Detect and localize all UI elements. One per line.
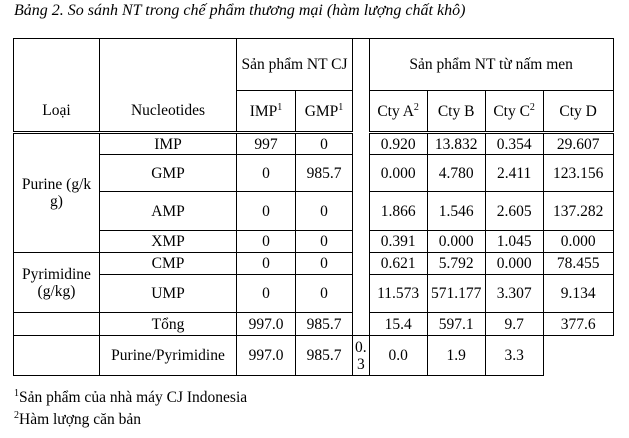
cell-cty-a: 0.621 (369, 253, 427, 275)
cell-gmp: 0 (296, 253, 353, 275)
cell-cty-d: 78.455 (543, 253, 613, 275)
header-col-type: Loại (14, 91, 100, 133)
header-col-gmp: GMP$^1$ (296, 91, 353, 133)
cell-gmp: 985.7 (296, 155, 353, 192)
cell-imp: 997.0 (237, 336, 296, 376)
table-caption: Bảng 2. So sánh NT trong chế phẩm thương mại (hàm lượng chất khô) (14, 2, 466, 19)
header-col-cty-b: Cty B (427, 91, 485, 133)
table-row-total (14, 313, 614, 336)
cell-cty-b: 4.780 (427, 155, 485, 192)
cell-cty-a: 0.000 (369, 155, 427, 192)
cell-cty-b: 0.0 (369, 336, 427, 376)
cell-cty-c: 2.411 (485, 155, 543, 192)
row-name: UMP (100, 275, 237, 313)
table-row (14, 253, 614, 275)
header-group-cj: Sản phẩm NT CJ (237, 39, 353, 91)
cell-cty-c: 1.045 (485, 231, 543, 253)
cell-gmp: 0 (296, 231, 353, 253)
cell-cty-d: 377.6 (543, 313, 613, 336)
table-row (14, 155, 614, 192)
cell-cty-b: 571.177 (427, 275, 485, 313)
cell-cty-b: 0.000 (427, 231, 485, 253)
group-pyrimidine: Pyrimidine (g/kg) (14, 253, 100, 313)
cell-cty-c: 9.7 (485, 313, 543, 336)
cell-cty-b: 5.792 (427, 253, 485, 275)
blank-cell (14, 313, 100, 336)
cell-imp: 0 (237, 253, 296, 275)
cell-cty-d: 0.000 (543, 231, 613, 253)
table-row (14, 133, 614, 155)
cell-cty-c: 3.307 (485, 275, 543, 313)
cell-imp: 997.0 (237, 313, 296, 336)
table-row (14, 192, 614, 231)
table-row-ratio (14, 336, 614, 376)
footnote-1: $^1$Sản phẩm của nhà máy CJ Indonesia (14, 387, 248, 406)
row-name: Purine/Pyrimidine (100, 336, 237, 376)
header-col-cty-c: Cty $C^2$ (485, 91, 543, 133)
row-name: XMP (100, 231, 237, 253)
cell-cty-a: 0.920 (369, 133, 427, 155)
cell-cty-d: 9.134 (543, 275, 613, 313)
cell-cty-d: 3.3 (485, 336, 543, 376)
group-purine: Purine (g/kg) (14, 133, 100, 253)
nucleotide-comparison-table (13, 38, 614, 376)
header-col-nucleotides: Nucleotides (100, 91, 237, 133)
row-name: CMP (100, 253, 237, 275)
cell-cty-c: 2.605 (485, 192, 543, 231)
row-name: GMP (100, 155, 237, 192)
cell-cty-a: 11.573 (369, 275, 427, 313)
cell-gmp: 0 (296, 275, 353, 313)
cell-imp: 0 (237, 192, 296, 231)
cell-cty-c: 0.000 (485, 253, 543, 275)
cell-cty-c: 1.9 (427, 336, 485, 376)
cell-cty-a: 15.4 (369, 313, 427, 336)
header-col-cty-a: Cty $A^2$ (369, 91, 427, 133)
header-blank-cell (100, 39, 237, 91)
cell-cty-c: 0.354 (485, 133, 543, 155)
cell-gmp: 0 (296, 192, 353, 231)
cell-gmp: 0 (296, 133, 353, 155)
header-group-yeast: Sản phẩm NT từ nấm men (369, 39, 613, 91)
blank-cell (14, 336, 100, 376)
cell-cty-d: 137.282 (543, 192, 613, 231)
cell-gmp: 985.7 (296, 336, 353, 376)
cell-imp: 0 (237, 275, 296, 313)
cell-gmp: 985.7 (296, 313, 353, 336)
column-gap (353, 39, 370, 336)
cell-cty-a: 0.391 (369, 231, 427, 253)
header-blank-cell (14, 39, 100, 91)
row-name: AMP (100, 192, 237, 231)
footnote-2: $^2$Hàm lượng căn bản (14, 409, 142, 428)
row-name: Tổng (100, 313, 237, 336)
cell-cty-b: 13.832 (427, 133, 485, 155)
cell-cty-b: 597.1 (427, 313, 485, 336)
cell-cty-d: 29.607 (543, 133, 613, 155)
table-row (14, 231, 614, 253)
row-name: IMP (100, 133, 237, 155)
cell-imp: 997 (237, 133, 296, 155)
cell-cty-d: 123.156 (543, 155, 613, 192)
cell-cty-a: 0.3 (353, 336, 370, 376)
cell-imp: 0 (237, 231, 296, 253)
cell-cty-b: 1.546 (427, 192, 485, 231)
header-col-cty-d: Cty D (543, 91, 613, 133)
cell-cty-a: 1.866 (369, 192, 427, 231)
table-row (14, 275, 614, 313)
header-group-row (14, 39, 614, 91)
header-column-row (14, 91, 614, 133)
cell-imp: 0 (237, 155, 296, 192)
header-col-imp: IMP$^1$ (237, 91, 296, 133)
